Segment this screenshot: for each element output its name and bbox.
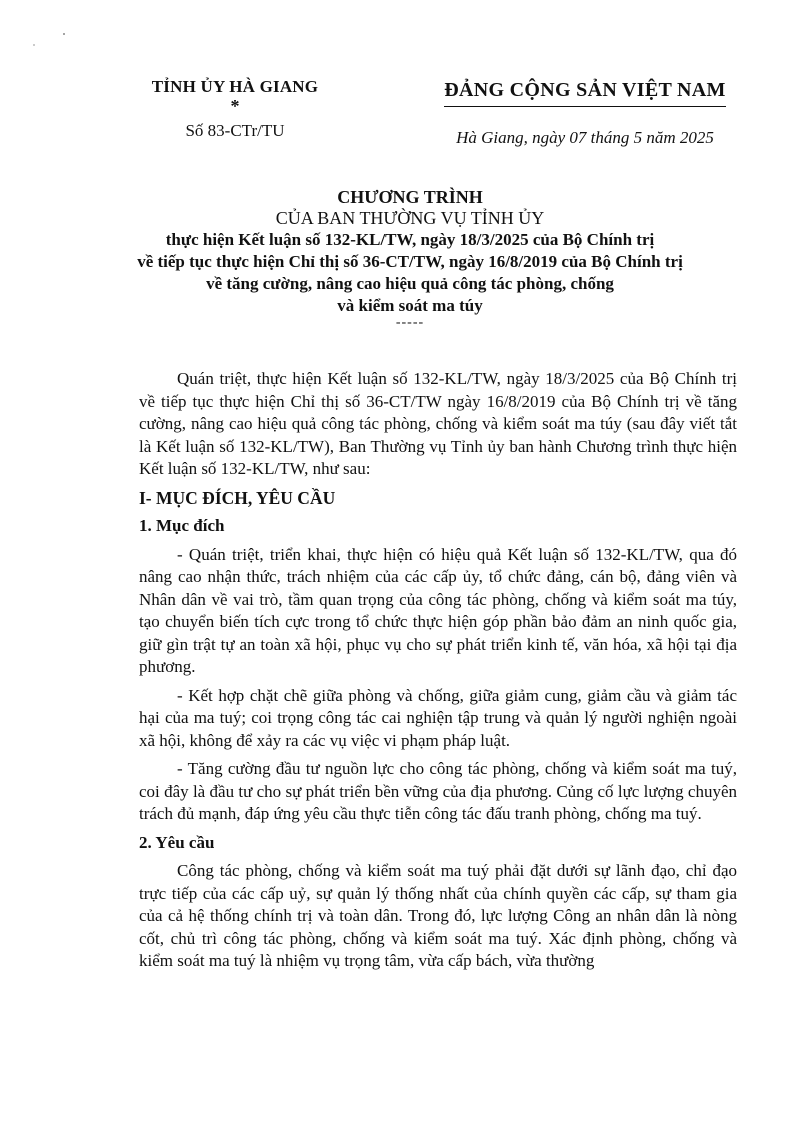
title-line: về tiếp tục thực hiện Chỉ thị số 36-CT/TW, ngày 16/8/2019 của Bộ Chính trị (137, 252, 683, 271)
subsection-heading: 1. Mục đích (139, 516, 225, 535)
scan-speck (33, 44, 35, 46)
body-paragraph: - Kết hợp chặt chẽ giữa phòng và chống, giữa giảm cung, giảm cầu và giảm tác hại của ma tuý; coi trọng công tác cai nghiện tập trung và quản lý người nghiện ngoài xã hội, không để xảy ra các vụ việc vi phạm pháp luật. (139, 685, 737, 750)
issuer-block (140, 77, 330, 141)
body-paragraph: - Quán triệt, triển khai, thực hiện có hiệu quả Kết luận số 132-KL/TW, qua đó nâng cao nhận thức, trách nhiệm của các cấp ủy, tổ chức đảng, cán bộ, đảng viên và Nhân dân về vai trò, tầm quan trọng của công tác phòng, chống và kiểm soát ma túy, tạo chuyển biến tích cực trong tổ chức thực hiện góp phần bảo đảm an ninh quốc gia, giữ gìn trật tự an toàn xã hội, phục vụ cho sự phát triển kinh tế, văn hóa, xã hội tại địa phương. (139, 544, 737, 676)
issuer-name: TỈNH ỦY HÀ GIANG (151, 77, 319, 96)
title-line: CỦA BAN THƯỜNG VỤ TỈNH ỦY (275, 208, 545, 228)
scan-speck (63, 33, 65, 35)
title-line: và kiểm soát ma túy (337, 296, 483, 315)
title-line: về tăng cường, nâng cao hiệu quả công tác phòng, chống (206, 274, 614, 293)
party-block (430, 79, 740, 148)
party-name: ĐẢNG CỘNG SẢN VIỆT NAM (444, 79, 725, 107)
title-line: thực hiện Kết luận số 132-KL/TW, ngày 18/3/2025 của Bộ Chính trị (165, 230, 655, 249)
document-body (139, 368, 737, 979)
section-heading: I- MỤC ĐÍCH, YÊU CẦU (139, 487, 336, 508)
document-number: Số 83-CTr/TU (185, 121, 285, 140)
subsection-heading: 2. Yêu cầu (139, 832, 215, 852)
body-paragraph: Công tác phòng, chống và kiểm soát ma tuý phải đặt dưới sự lãnh đạo, chỉ đạo trực tiếp của các cấp uỷ, sự quản lý thống nhất của chính quyền các cấp, sự tham gia của cả hệ thống chính trị và toàn dân. Trong đó, lực lượng Công an nhân dân là nòng cốt, chủ trì công tác phòng, chống và kiểm soát ma tuý. Xác định phòng, chống và kiểm soát ma tuý là nhiệm vụ trọng tâm, vừa cấp bách, vừa thường (139, 861, 737, 970)
issuer-star: * (230, 96, 240, 116)
document-title (80, 187, 740, 329)
body-paragraph: - Tăng cường đầu tư nguồn lực cho công tác phòng, chống và kiểm soát ma tuý, coi đây là đầu tư cho sự phát triển bền vững của địa phương. Củng cố lực lượng chuyên trách đủ mạnh, đáp ứng yêu cầu thực tiễn công tác đấu tranh phòng, chống ma tuý. (139, 759, 737, 823)
intro-paragraph: Quán triệt, thực hiện Kết luận số 132-KL/TW, ngày 18/3/2025 của Bộ Chính trị về tiếp tục thực hiện Chỉ thị số 36-CT/TW ngày 16/8/2019 của Bộ Chính trị về tăng cường, nâng cao hiệu quả công tác phòng, chống và kiểm soát ma túy (sau đây viết tắt là Kết luận số 132-KL/TW), Ban Thường vụ Tỉnh ủy ban hành Chương trình thực hiện Kết luận số 132-KL/TW, như sau: (139, 369, 737, 478)
title-line: CHƯƠNG TRÌNH (337, 187, 483, 207)
title-separator: ----- (395, 315, 425, 330)
place-date: Hà Giang, ngày 07 tháng 5 năm 2025 (456, 128, 714, 147)
